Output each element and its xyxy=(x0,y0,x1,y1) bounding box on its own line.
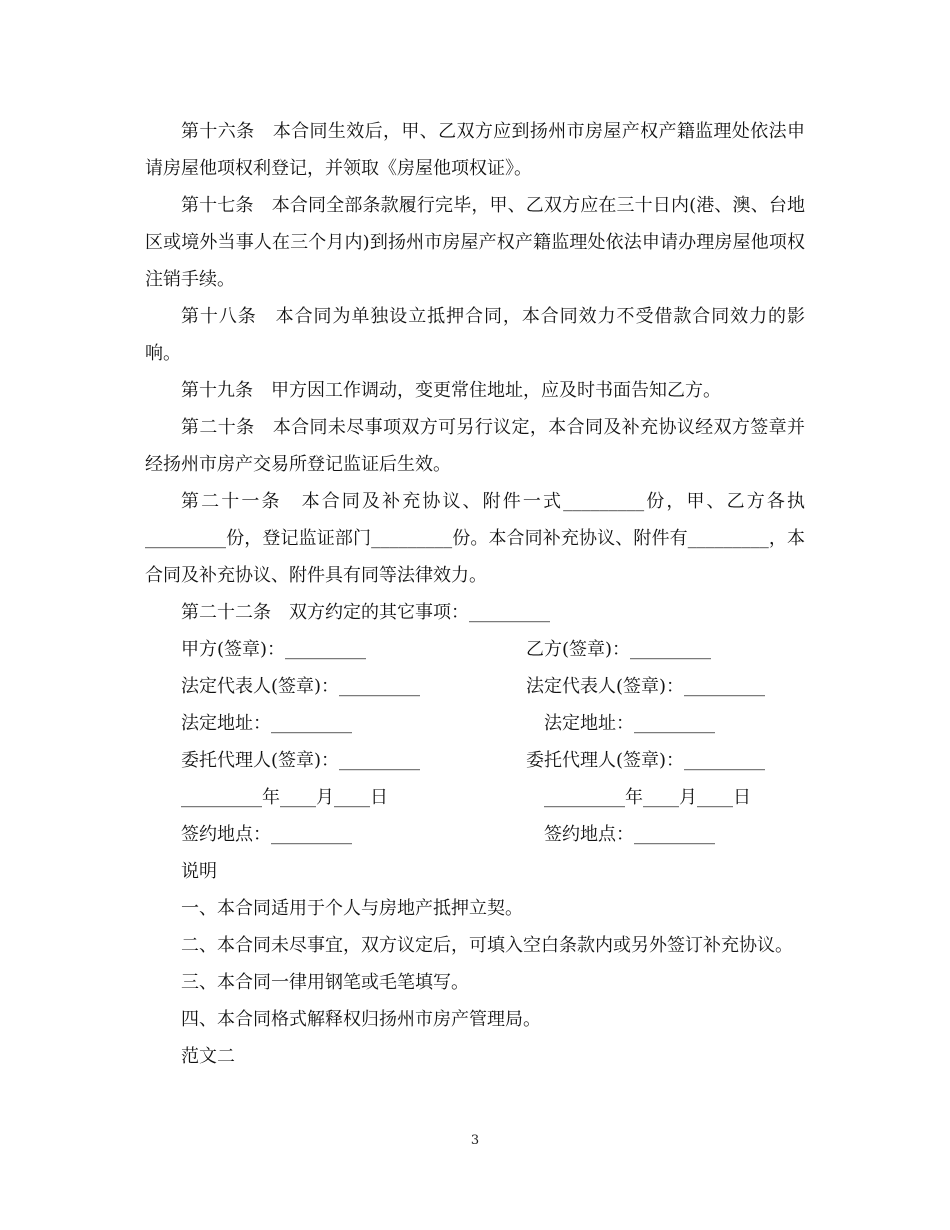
article-18: 第十八条 本合同为单独设立抵押合同，本合同效力不受借款合同效力的影响。 xyxy=(145,306,805,364)
signature-row-agent xyxy=(145,742,805,779)
party-b-place: 签约地点：_________ xyxy=(544,824,715,845)
document-body xyxy=(145,113,805,1075)
article-22: 第二十二条 双方约定的其它事项：_________ xyxy=(181,602,550,623)
article-16: 第十六条 本合同生效后，甲、乙双方应到扬州市房屋产权产籍监理处依法申请房屋他项权利登记，并领取《房屋他项权证》。 xyxy=(145,121,805,179)
party-a-place: 签约地点：_________ xyxy=(181,824,352,845)
party-a-address: 法定地址：_________ xyxy=(181,713,352,734)
party-b-date: _________年____月____日 xyxy=(544,787,751,808)
note-item-1: 一、本合同适用于个人与房地产抵押立契。 xyxy=(181,898,523,919)
signature-row-place xyxy=(145,816,805,853)
party-b-legal-rep: 法定代表人(签章)：_________ xyxy=(526,676,766,697)
signature-row-seal xyxy=(145,631,805,668)
notes-heading: 说明 xyxy=(181,861,217,882)
signature-row-date xyxy=(145,779,805,816)
party-b-agent: 委托代理人(签章)：_________ xyxy=(526,750,766,771)
party-b-seal: 乙方(签章)：_________ xyxy=(526,639,712,660)
party-b-address: 法定地址：_________ xyxy=(544,713,715,734)
party-a-seal: 甲方(签章)：_________ xyxy=(181,639,367,660)
party-a-agent: 委托代理人(签章)：_________ xyxy=(181,750,421,771)
article-21: 第二十一条 本合同及补充协议、附件一式_________份，甲、乙方各执_________份，登记监证部门_________份。本合同补充协议、附件有_________，本合同及补充协议、附件具有同等法律效力。 xyxy=(145,491,805,586)
page-number: 3 xyxy=(470,1133,480,1148)
signature-row-legal-rep xyxy=(145,668,805,705)
signature-row-address xyxy=(145,705,805,742)
next-template-title: 范文二 xyxy=(181,1046,235,1067)
note-item-4: 四、本合同格式解释权归扬州市房产管理局。 xyxy=(181,1009,541,1030)
note-item-3: 三、本合同一律用钢笔或毛笔填写。 xyxy=(181,972,469,993)
party-a-date: _________年____月____日 xyxy=(181,787,388,808)
party-a-legal-rep: 法定代表人(签章)：_________ xyxy=(181,676,421,697)
article-17: 第十七条 本合同全部条款履行完毕，甲、乙双方应在三十日内(港、澳、台地区或境外当事人在三个月内)到扬州市房屋产权产籍监理处依法申请办理房屋他项权注销手续。 xyxy=(145,195,805,290)
article-20: 第二十条 本合同未尽事项双方可另行议定，本合同及补充协议经双方签章并经扬州市房产交易所登记监证后生效。 xyxy=(145,417,805,475)
note-item-2: 二、本合同未尽事宜，双方议定后，可填入空白条款内或另外签订补充协议。 xyxy=(181,935,793,956)
article-19: 第十九条 甲方因工作调动，变更常住地址，应及时书面告知乙方。 xyxy=(181,380,721,401)
